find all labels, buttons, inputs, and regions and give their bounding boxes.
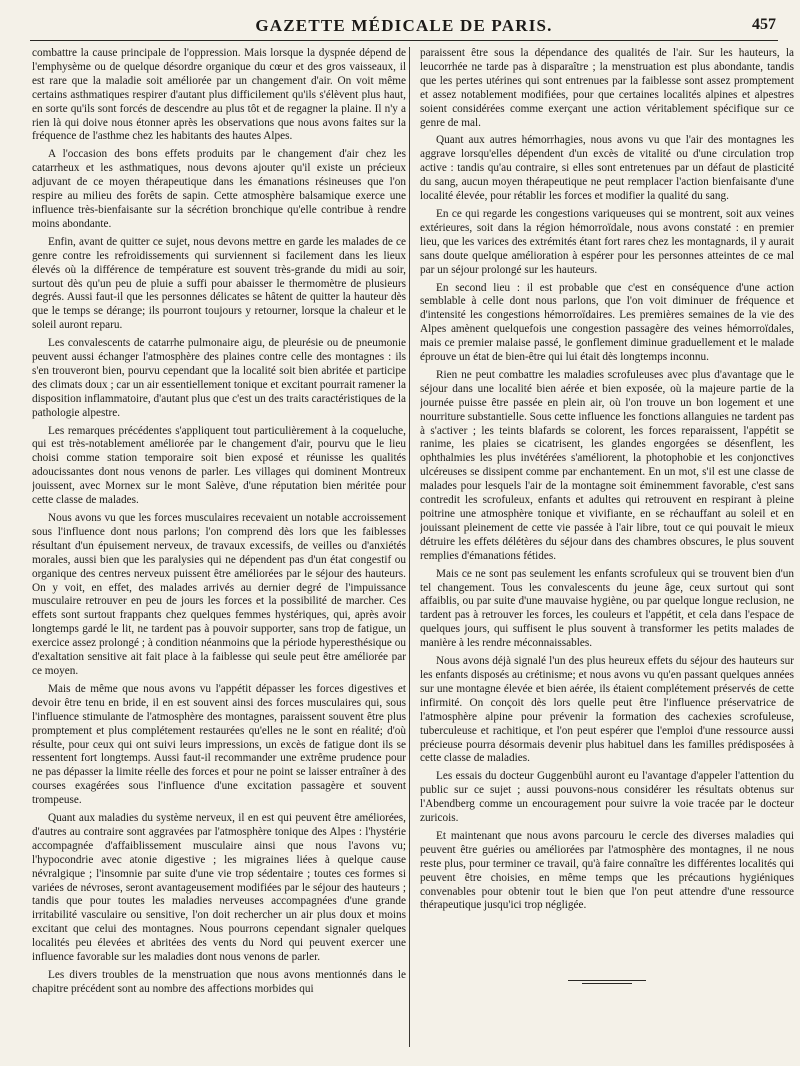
paragraph: Les essais du docteur Guggenbühl auront eu l'avantage d'appeler l'attention du public sur ce sujet ; aussi pouvons-nous considérer les résultats obtenus sur l'Abendberg comme un encouragement pour suivre la voie tracée par le docteur zuricois. (420, 770, 794, 825)
paragraph: En ce qui regarde les congestions variqueuses qui se montrent, soit aux veines extérieures, soit dans la région hémorroïdale, nous avons constaté : en premier lieu, que les varices des extrémités étant fort rares chez les montagnards, il y aurait sans doute quelque amélioration à espérer pour les personnes atteintes de ce mal par un séjour prolongé sur les hauteurs. (420, 207, 794, 276)
paragraph: Mais de même que nous avons vu l'appétit dépasser les forces digestives et devoir être tenu en bride, il en est souvent ainsi des forces musculaires qui, sous l'influence stimulante de l'atmosphère des montagnes, paraissent souvent être plus promptement et plus complétement restaurées qu'elles ne le sont en réalité; d'où résulte, pour ceux qui ont suivi leurs impressions, un excès de fatigue dont ils se ressentent fort longtemps. Aussi faut-il recommander une extrême prudence pour ne pas dépasser la limite réelle des forces et pour ne point se laisser entraîner à des courses exagérées sous l'influence d'une excitation passagère et souvent trompeuse. (32, 682, 406, 807)
paragraph: Mais ce ne sont pas seulement les enfants scrofuleux qui se trouvent bien d'un tel changement. Tous les convalescents du jeune âge, ceux surtout qui sont affaiblis, ou par suite d'une mauvaise hygiène, ou par quelque longue reclusion, ne tardent pas à retrouver les forces, les couleurs et l'appétit, et cela dans l'espace de quelques jours, qui suffisent le plus souvent à transformer les petits malades de manière à les rendre méconnaissables. (420, 567, 794, 650)
left-column (32, 47, 406, 1055)
paragraph: combattre la cause principale de l'oppression. Mais lorsque la dyspnée dépend de l'emphysème ou de quelque désordre organique du cœur et des gros vaisseaux, il est rare que la maladie soit améliorée par un changement d'air. On voit même certains asthmatiques respirer d'autant plus difficilement qu'ils s'élèvent plus haut, en sorte qu'ils sont forcés de descendre au plus tôt et de regagner la plaine. Il n'y a rien là qui doive nous étonner après les observations que nous avons faites sur la fréquence de l'asthme chez les habitants des hautes Alpes. (32, 47, 406, 143)
journal-title: GAZETTE MÉDICALE DE PARIS. (255, 16, 553, 35)
paragraph: Nous avons déjà signalé l'un des plus heureux effets du séjour des hauteurs sur les enfants disposés au crétinisme; et nous avons vu qu'en passant quelques années sur une montagne élevée et bien aérée, ils étaient complétement préservés de cette infirmité. On conçoit dès lors quelle peut être l'influence préservatrice de l'atmosphère alpine pour prévenir la formation des cachexies scrofuleuse, tuberculeuse et rachitique, et l'on peut espérer que l'emploi d'une ressource aussi précieuse pourra désormais devenir plus habituel dans les familles prédisposées à cette classe de maladies. (420, 655, 794, 765)
paragraph: Les remarques précédentes s'appliquent tout particulièrement à la coqueluche, qui est très-notablement améliorée par le changement d'air, pourvu que le lieu choisi comme station temporaire soit bien exposé et réunisse les qualités adoucissantes dont nous venons de parler. Les villages qui dominent Montreux jouissent, avec Mornex sur le mont Salève, d'une réputation bien méritée pour cette classe de malades. (32, 424, 406, 507)
paragraph: paraissent être sous la dépendance des qualités de l'air. Sur les hauteurs, la leucorrhée ne tarde pas à disparaître ; la menstruation est plus abondante, tandis que les pertes utérines qui sont entrenues par la faiblesse sont assez promptement et assez notablement modifiées, pour que certaines localités alpines et alpestres soient considérées comme exerçant une action véritablement spécifique sur ce genre de mal. (420, 47, 794, 129)
paragraph: Enfin, avant de quitter ce sujet, nous devons mettre en garde les malades de ce genre contre les refroidissements qui surviennent si facilement dans les lieux élevés où la différence de température est souvent très-grande du midi au soir, surtout dès qu'un peu de pluie a suffi pour abaisser le thermomètre de plusieurs degrés. Aussi faut-il que les personnes délicates se hâtent de quitter la hauteur dès que le temps se dérange; ils pourront toujours y retourner, lorsque la chaleur et le soleil auront reparu. (32, 235, 406, 332)
paragraph: Nous avons vu que les forces musculaires recevaient un notable accroissement sous l'influence dont nous parlons; l'on comprend dès lors que les faiblesses résultant d'un épuisement nerveux, de travaux excessifs, de veilles ou d'anxiétés morales, aussi bien que les paralysies qui ne dépendent pas d'un état congestif ou organique des centres nerveux puissent être améliorées par le séjour des hauteurs. On y voit, en effet, des malades arrivés au dernier degré de l'impuissance musculaire retrouver en peu de jours les forces et la possibilité de marcher. Ces effets sont surtout frappants chez quelques femmes hystériques, qui, après avoir longtemps gardé le lit, ne tardent pas à pouvoir supporter, sans trop de fatigue, un exercice assez prolongé ; à condition néanmoins que la période hyperesthésique ou d'exaltation sensitive ait fait place à la faiblesse qui seule peut être améliorée par ce moyen. (32, 512, 406, 677)
paragraph: Quant aux maladies du système nerveux, il en est qui peuvent être améliorées, d'autres au contraire sont aggravées par l'atmosphère tonique des Alpes : l'hystérie accompagnée d'affaiblissement musculaire ainsi que nous l'avons vu; l'hypocondrie avec atonie digestive ; les migraines liées à quelque cause névralgique ; l'insomnie par suite d'une vie trop sédentaire ; toutes ces formes si variées de névroses, seront avantageusement modifiées par le séjour des hauteurs ; tandis que pour toutes les maladies nerveuses accompagnées d'une grande irritabilité vasculaire ou sensitive, l'on doit rechercher un air plus doux et moins excitant que celui des montagnes. Nous pourrons cependant signaler quelques localités peu élevées et abritées des vents du Nord qui peuvent exercer une influence favorable sur les maladies dont nous venons de parler. (32, 812, 406, 964)
page-number: 457 (752, 16, 776, 33)
paragraph: Et maintenant que nous avons parcouru le cercle des diverses maladies qui peuvent être guéries ou améliorées par l'atmosphère des montagnes, il ne nous reste plus, pour terminer ce travail, qu'à faire connaître les différentes localités qui peuvent être choisies, en même temps que les précautions hygiéniques convenables pour obtenir tout le bien que l'on peut attendre d'une ressource thérapeutique jusqu'ici trop négligée. (420, 829, 794, 912)
page-header (30, 10, 778, 41)
paragraph: Rien ne peut combattre les maladies scrofuleuses avec plus d'avantage que le séjour dans une localité bien aérée et bien exposée, où la majeure partie de la journée puisse être passée en plein air, où l'on trouve un bon logement et une nourriture substantielle. Sous cette influence les fonctions allanguies ne tardent pas à s'activer ; les teints blafards se colorent, les forces reparaissent, l'appétit se ranime, les plaies se cicatrisent, les glandes engorgées se désenflent, les ophthalmies les plus invétérées s'améliorent, la photophobie et les conjonctives ulcéreuses se dissipent comme par enchantement. En un mot, s'il est une classe de malades pour lesquels l'air de la montagne soit éminemment favorable, c'est sans contredit les scrofuleux, enfants et adultes qui retrouvent en respirant à pleine poitrine une atmosphère tonique et vivifiante, en se réchauffant au soleil et en jouissant pleinement de cette vie passée à l'air libre, tout ce qui pouvait le mieux détruire les effets délétères du séjour dans des chambres obscures, le plus souvent remplies d'émanations fétides. (420, 368, 794, 562)
paragraph: A l'occasion des bons effets produits par le changement d'air chez les catarrheux et les asthmatiques, nous devons ajouter qu'il existe un précieux adjuvant de ce moyen thérapeutique dans les émanations résineuses que l'on respire au milieu des forêts de sapin. Cette atmosphère balsamique exerce une influence très-bienfaisante sur la sécrétion bronchique qu'elle contribue à rendre moins abondante. (32, 148, 406, 230)
paragraph: Les convalescents de catarrhe pulmonaire aigu, de pleurésie ou de pneumonie peuvent aussi échanger l'atmosphère des plaines contre celle des montagnes : ils s'en trouveront bien, pourvu cependant que la localité soit bien abritée et participe des climats doux ; car un air essentiellement tonique et excitant pourrait ramener la disposition inflammatoire, d'autant plus que c'est un des traits caractéristiques de la pathologie alpestre. (32, 337, 406, 419)
paragraph: Quant aux autres hémorrhagies, nous avons vu que l'air des montagnes les aggrave lorsqu'elles dépendent d'un excès de vitalité ou d'une circulation trop active : tandis qu'au contraire, si elles sont entretenues par un défaut de plasticité du sang, aucun moyen thérapeutique ne peut remplacer l'action bienfaisante d'une localité élevée, pour rétablir les forces et modifier la qualité du sang. (420, 134, 794, 203)
right-column (420, 47, 794, 947)
paragraph: Les divers troubles de la menstruation que nous avons mentionnés dans le chapitre précédent sont au nombre des affections morbides qui (32, 969, 406, 995)
paragraph: En second lieu : il est probable que c'est en conséquence d'une action semblable à celle dont nous parlons, que l'on voit diminuer de fréquence et d'intensité les congestions hémorroïdaires. Les premières semaines de la vie des Alpes amènent quelquefois une congestion passagère des veines hémorroïdales, mais ce premier malaise passé, le gonflement diminue graduellement et le malade éprouve un état de bien-être qui lui était dès longtemps inconnu. (420, 281, 794, 364)
section-end-rule (582, 983, 632, 984)
column-divider (409, 47, 410, 1047)
section-end-rule (568, 980, 646, 981)
